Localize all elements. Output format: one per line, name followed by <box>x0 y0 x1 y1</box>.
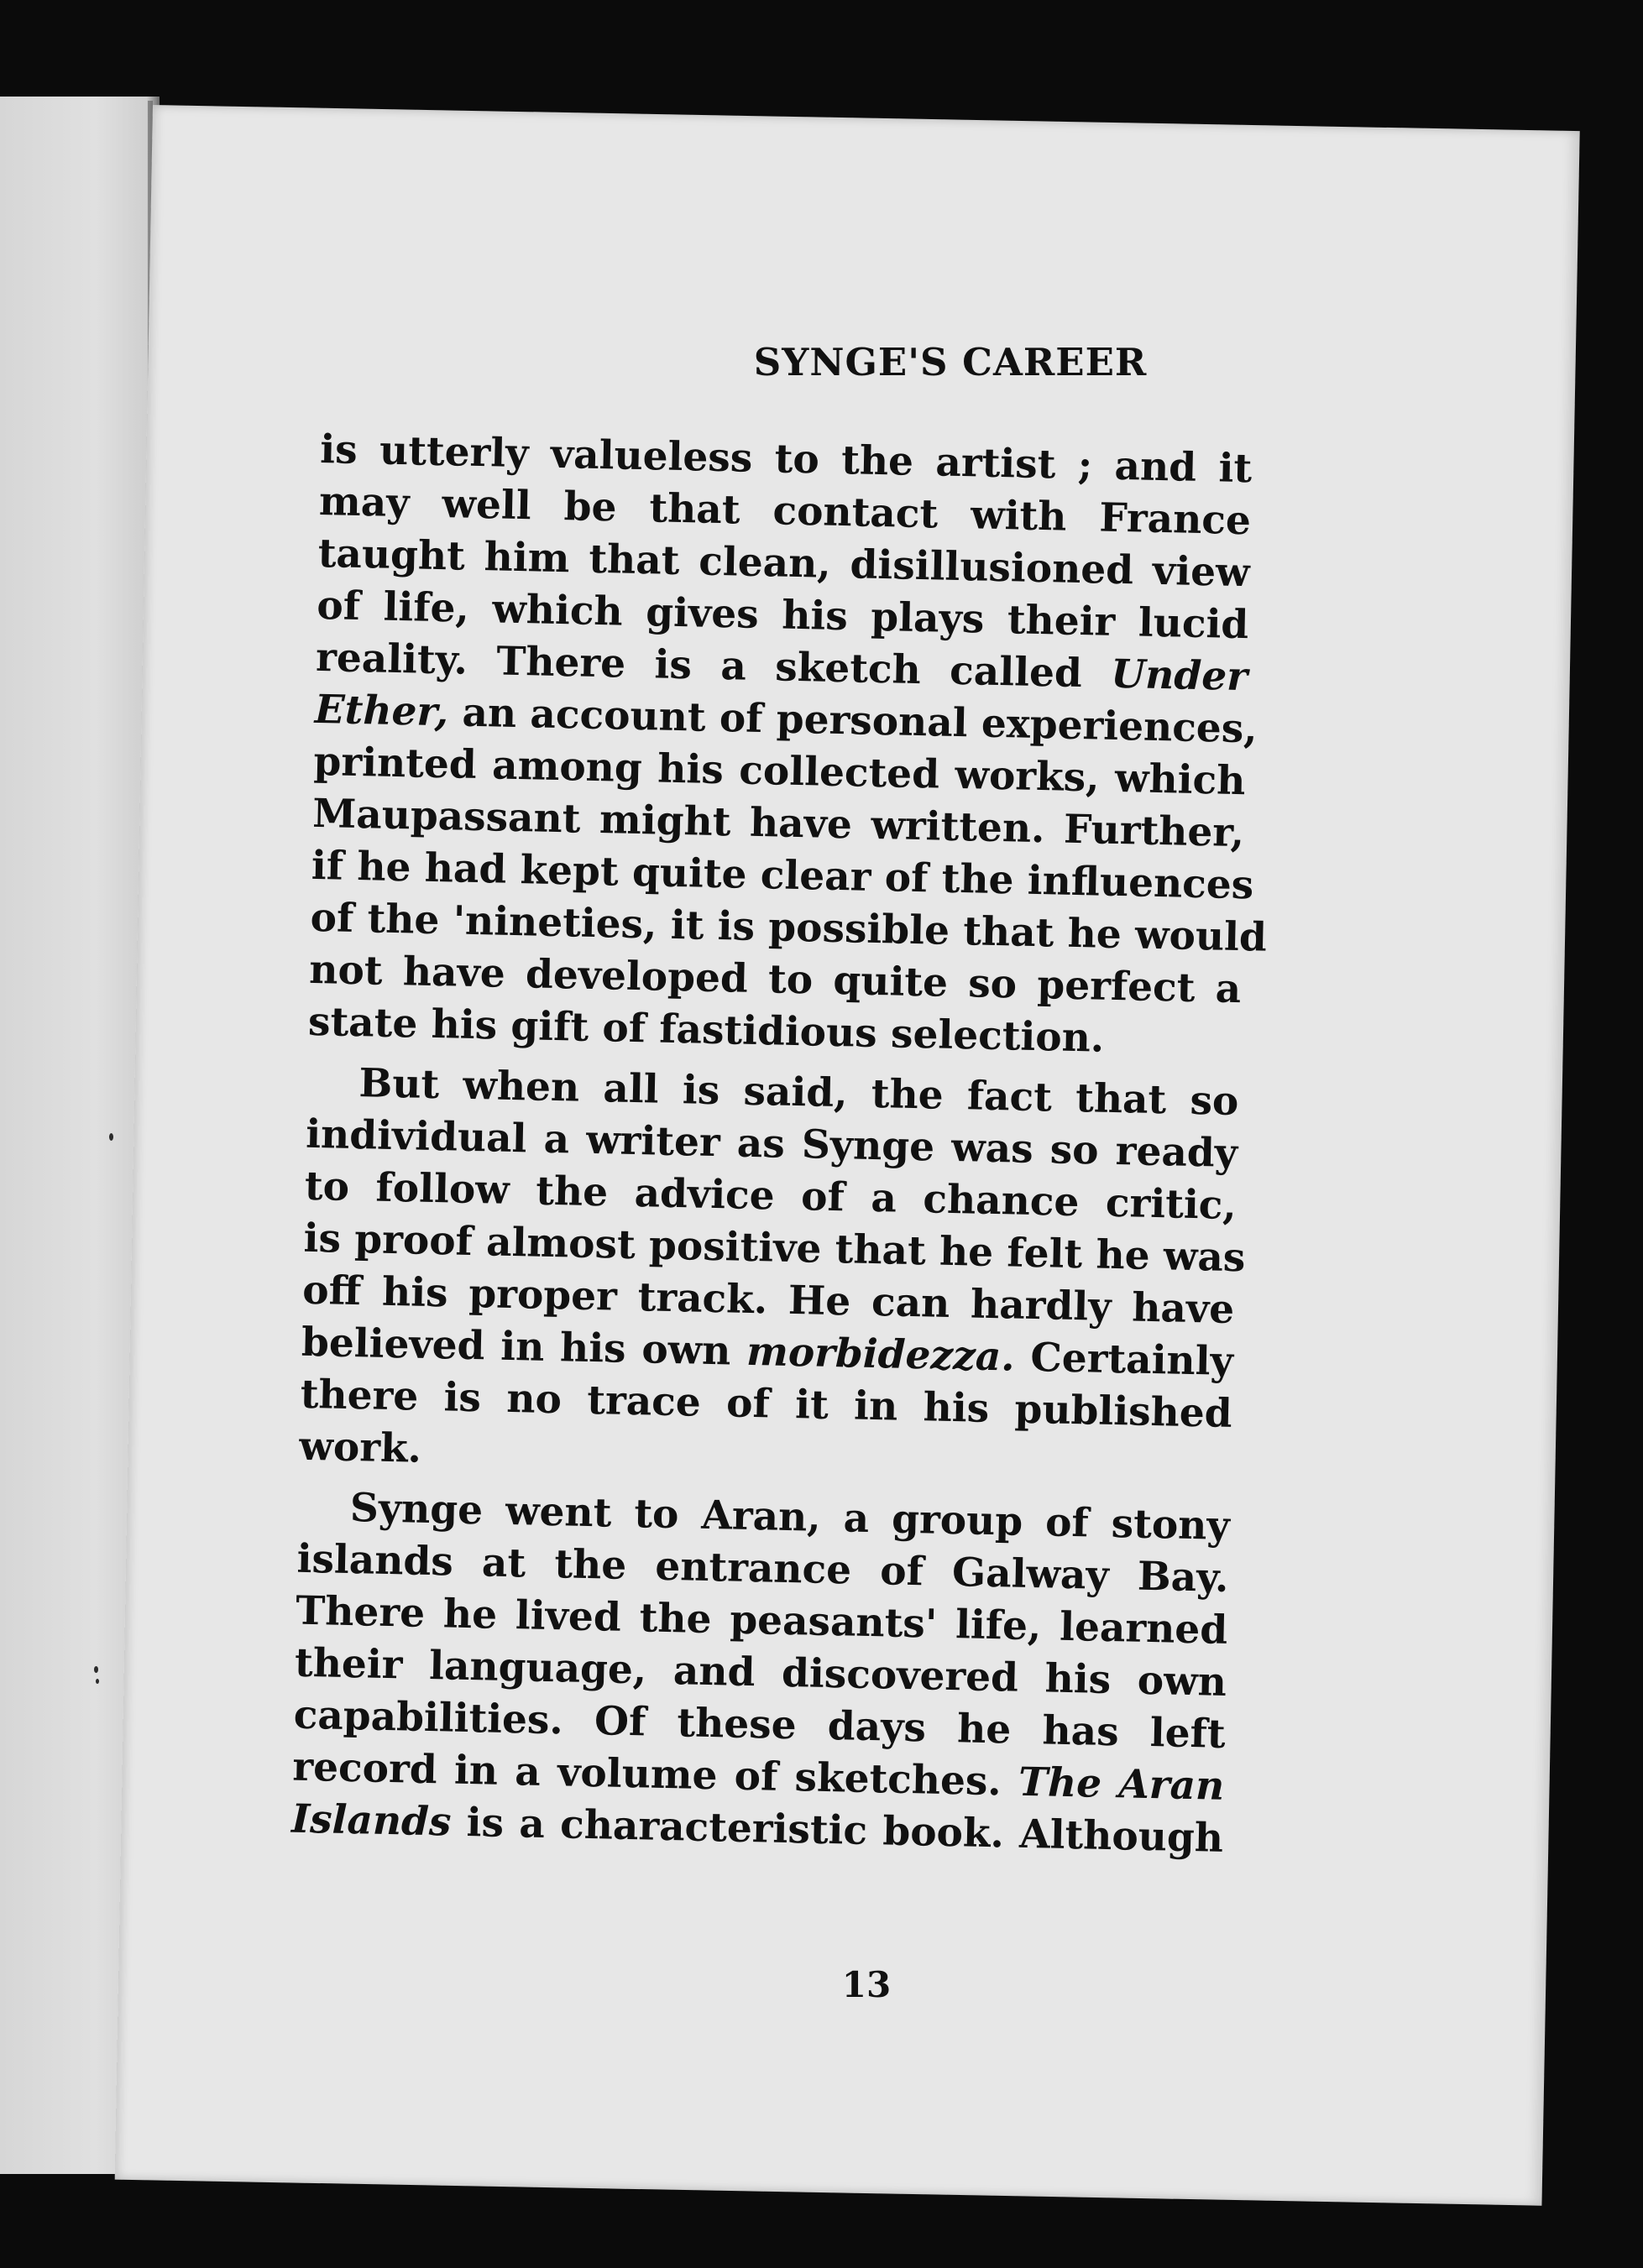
text-line: printed among his collected works, which <box>312 738 1246 805</box>
text-line: is utterly valueless to the artist ; and it <box>319 426 1253 493</box>
text-line: capabilities. Of these days he has left <box>293 1691 1227 1758</box>
text-line: there is no trace of it in his published <box>300 1371 1233 1437</box>
right-page <box>115 105 1580 2206</box>
text-line: individual a writer as Synge was so ready <box>305 1110 1238 1178</box>
page-number: 13 <box>841 1964 892 2005</box>
scan-speck <box>94 1666 98 1673</box>
text-line: record in a volume of sketches. The Aran <box>291 1743 1225 1810</box>
text-line: Maupassant might have written. Further, <box>311 790 1245 857</box>
text-line: is proof almost positive that he felt he was <box>303 1215 1246 1282</box>
text-line: work. <box>298 1423 422 1472</box>
text-line: reality. There is a sketch called Under <box>315 634 1248 701</box>
scan-speck <box>109 1133 113 1141</box>
text-line: Synge went to Aran, a group of stony <box>349 1485 1231 1549</box>
text-line: of life, which gives his plays their lucid <box>316 582 1249 649</box>
text-line: their language, and discovered his own <box>294 1639 1227 1706</box>
page-content <box>153 105 1580 2180</box>
text-line: off his proper track. He can hardly have <box>301 1267 1235 1334</box>
text-line: There he lived the peasants' life, learned <box>295 1587 1228 1654</box>
text-line: to follow the advice of a chance critic, <box>304 1163 1237 1230</box>
text-line: state his gift of fastidious selection. <box>307 998 1105 1062</box>
scan-speck <box>96 1679 99 1684</box>
text-line: not have developed to quite so perfect a <box>308 946 1242 1013</box>
text-line: of the 'nineties, it is possible that he would <box>310 894 1268 961</box>
text-line: islands at the entrance of Galway Bay. <box>296 1535 1230 1602</box>
text-line: believed in his own morbidezza. Certainly <box>301 1319 1234 1385</box>
text-line: may well be that contact with France <box>318 478 1252 545</box>
text-line: if he had kept quite clear of the influences <box>311 842 1254 909</box>
text-line: taught him that clean, disillusioned view <box>317 530 1251 597</box>
text-line: But when all is said, the fact that so <box>358 1060 1239 1126</box>
body-text <box>290 424 1268 1865</box>
text-line: Ether, an account of personal experiences, <box>314 686 1258 753</box>
running-head: SYNGE'S CAREER <box>753 340 1148 384</box>
text-line: Islands is a characteristic book. Although <box>290 1795 1224 1862</box>
